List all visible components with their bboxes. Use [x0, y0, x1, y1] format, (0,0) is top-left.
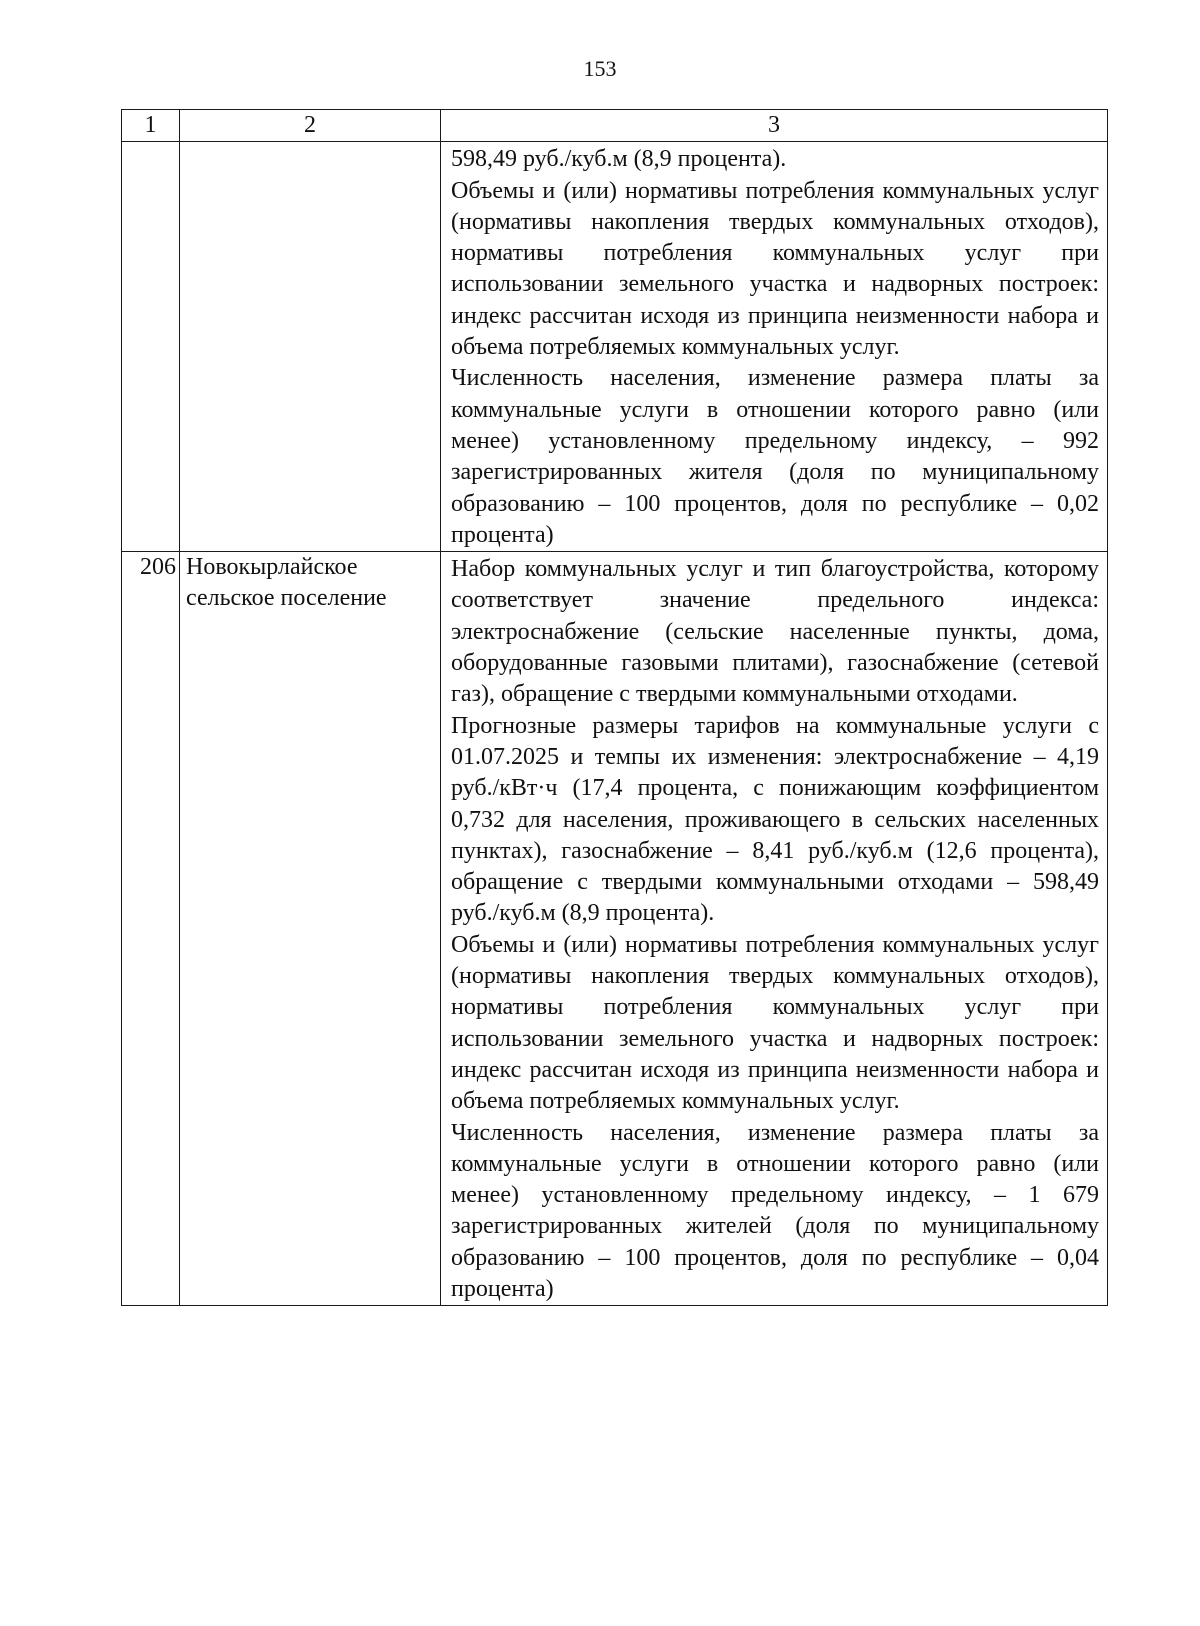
table-header-row — [122, 110, 1108, 142]
paragraph: Численность населения, изменение размера платы за коммунальные услуги в отношении которого равно (или менее) установленному предельному индексу, – 1 679 зарегистрированных жителей (доля по муниципальному образованию – 100 процентов, доля по республике – 0,04 процента) — [451, 1119, 1099, 1302]
row-number: 206 — [122, 552, 180, 1306]
paragraph: Объемы и (или) нормативы потребления коммунальных услуг (нормативы накопления твердых коммунальных отходов), нормативы потребления коммунальных услуг при использовании земельного участка и надворных построек: индекс рассчитан исходя из принципа неизменности набора и объема потребляемых коммунальных услуг. — [451, 177, 1099, 361]
description-cell — [441, 552, 1108, 1306]
table-row — [122, 552, 1108, 1306]
paragraph: Численность населения, изменение размера платы за коммунальные услуги в отношении которого равно (или менее) установленному предельному индексу, – 992 зарегистрированных жителя (доля по муниципальному образованию – 100 процентов, доля по республике – 0,02 процента) — [451, 365, 1099, 548]
header-col-1: 1 — [122, 110, 180, 142]
municipality-name — [180, 142, 441, 552]
paragraph: 598,49 руб./куб.м (8,9 процента). — [451, 146, 787, 173]
description-cell — [441, 142, 1108, 552]
paragraph: Прогнозные размеры тарифов на коммунальные услуги с 01.07.2025 и темпы их изменения: электроснабжение – 4,19 руб./кВт·ч (17,4 процента, с понижающим коэффициентом 0,732 для населения, проживающего в сельских населенных пунктах), газоснабжение – 8,41 руб./куб.м (12,6 процента), обращение с твердыми коммунальными отходами – 598,49 руб./куб.м (8,9 процента). — [451, 712, 1099, 927]
paragraph: Объемы и (или) нормативы потребления коммунальных услуг (нормативы накопления твердых коммунальных отходов), нормативы потребления коммунальных услуг при использовании земельного участка и надворных построек: индекс рассчитан исходя из принципа неизменности набора и объема потребляемых коммунальных услуг. — [451, 931, 1099, 1115]
header-col-2: 2 — [180, 110, 441, 142]
paragraph: Набор коммунальных услуг и тип благоустройства, которому соответствует значение предельного индекса: электроснабжение (сельские населенные пункты, дома, оборудованные газовыми плитами), газоснабжение (сетевой газ), обращение с твердыми коммунальными отходами. — [451, 556, 1099, 708]
page-number: 153 — [583, 56, 617, 81]
header-col-3: 3 — [441, 110, 1108, 142]
municipality-name: Новокырлайское сельское поселение — [180, 552, 441, 1306]
indices-table — [121, 109, 1108, 1306]
row-number — [122, 142, 180, 552]
table-row — [122, 142, 1108, 552]
